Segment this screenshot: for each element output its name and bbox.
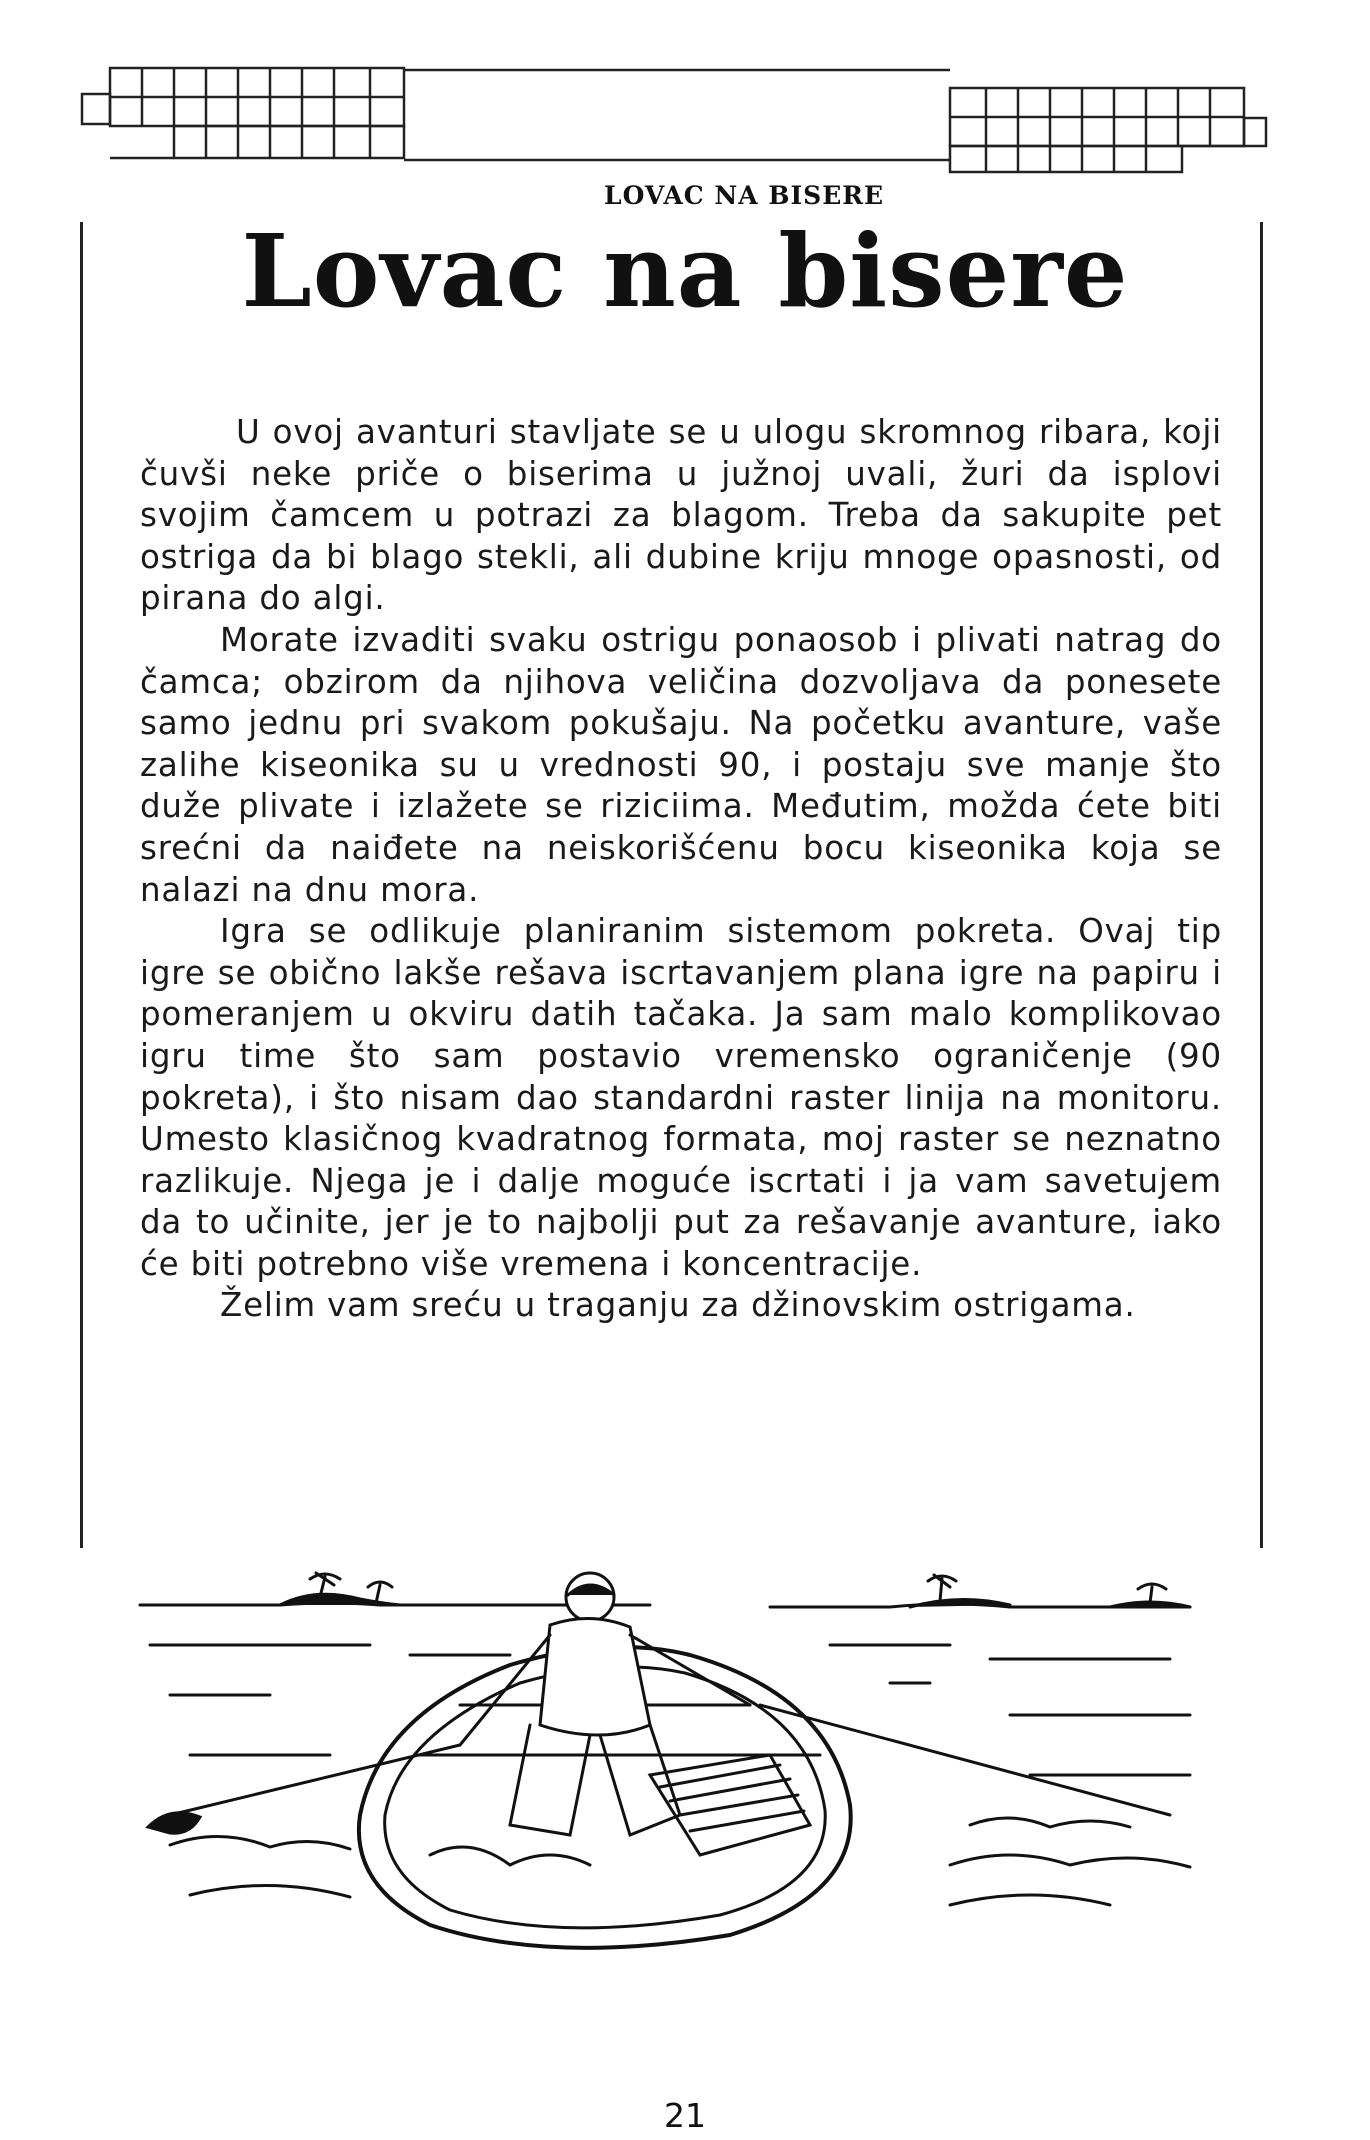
rowboat-fisherman-illustration (130, 1565, 1270, 1950)
header-grid-graphic (80, 66, 1270, 176)
left-margin-rule (80, 222, 83, 1548)
page-number: 21 (664, 2096, 706, 2135)
paragraph-closing: Želim vam sreću u traganju za džinovskim ostrigama. (220, 1286, 1136, 1325)
running-head-title: LOVAC NA BISERE (604, 181, 885, 210)
page-title: Lovac na bisere (241, 212, 1129, 330)
right-margin-rule (1260, 222, 1263, 1548)
header-grid-band (80, 66, 1270, 210)
paragraph-gameplay: Igra se odlikuje planiranim sistemom pokreta. Ovaj tip igre se obično lakše rešava iscrtavanjem plana igre na papiru i pomeranjem u okviru datih tačaka. Ja sam malo komplikovao igru time što sam postavio vremensko ograničenje (90 pokreta), i što nisam dao standardni raster linija na monitoru. Umesto klasičnog kvadratnog formata, moj raster se neznatno razlikuje. Njega je i dalje moguće iscrtati i ja vam savetujem da to učinite, jer je to najbolji put za rešavanje avanture, iako će biti potrebno više vremena i koncentracije. (140, 912, 1222, 1283)
article-body (140, 412, 1222, 1327)
paragraph-rules: Morate izvaditi svaku ostrigu ponaosob i plivati natrag do čamca; obzirom da njihova veličina dozvoljava da ponesete samo jednu pri svakom pokušaju. Na početku avanture, vaše zalihe kiseonika su u vrednosti 90, i postaju sve manje što duže plivate i izlažete se riziciima. Međutim, možda ćete biti srećni da naiđete na neiskorišćenu bocu kiseonika koja se nalazi na dnu mora. (140, 620, 1222, 909)
paragraph-intro: U ovoj avanturi stavljate se u ulogu skromnog ribara, koji čuvši neke priče o biserima u južnoj uvali, žuri da isplovi svojim čamcem u potrazi za blagom. Treba da sakupite pet ostriga da bi blago stekli, ali dubine kriju mnoge opasnosti, od pirana do algi. (140, 413, 1222, 618)
